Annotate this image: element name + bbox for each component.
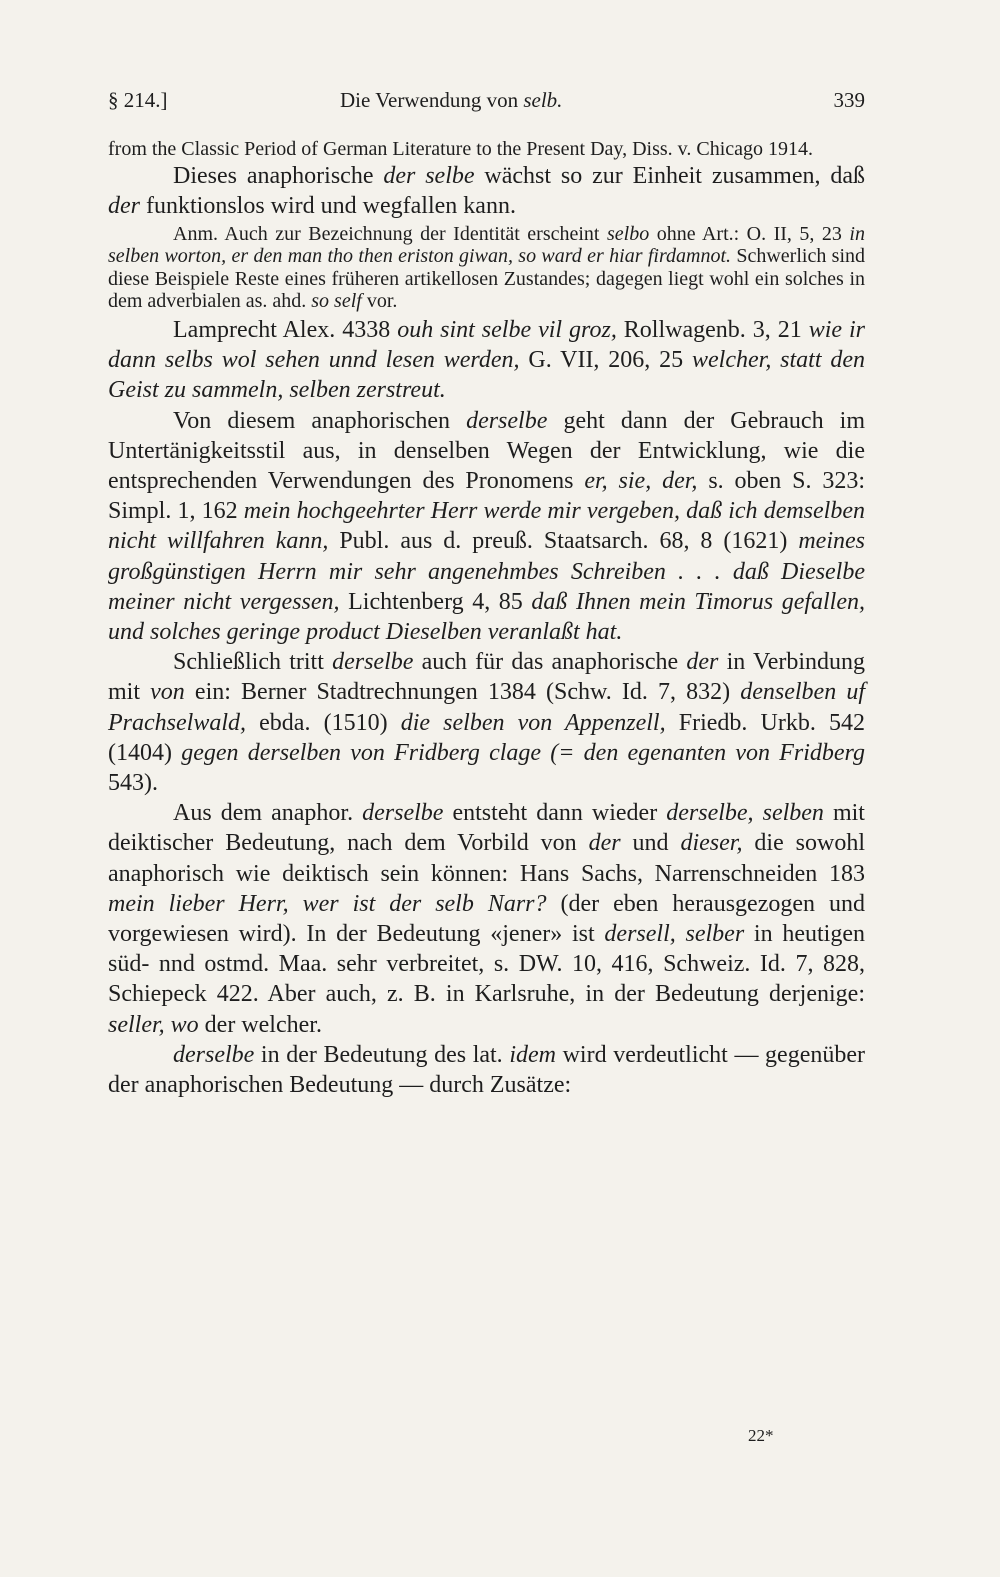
roman-text: funktionslos wird und wegfallen kann. xyxy=(140,192,516,219)
page-number: 339 xyxy=(833,88,865,112)
roman-text: auch für das anaphorische xyxy=(413,649,687,676)
italic-text: derselbe xyxy=(332,649,414,676)
roman-text: entsteht dann wieder xyxy=(443,800,667,827)
italic-text: seller, wo xyxy=(108,1011,199,1038)
italic-text: der selbe xyxy=(383,162,475,189)
roman-text: wird verdeutlicht — gegenüber der anaphorischen Bedeutung — durch Zusätze: xyxy=(108,1041,866,1098)
signature-mark: 22* xyxy=(748,1426,774,1445)
section-number: § 214.] xyxy=(108,88,168,112)
italic-text: ouh sint selbe vil groz, xyxy=(397,316,617,343)
italic-text: so self xyxy=(311,290,362,313)
roman-text: mit deiktischer Bedeutung, nach dem Vorbild von xyxy=(108,800,865,857)
roman-text: 543). xyxy=(108,769,158,796)
italic-text: denselben uf Prachselwald, xyxy=(108,679,865,736)
italic-text: er, sie, der, xyxy=(584,467,698,494)
paragraph xyxy=(108,647,865,798)
roman-text: Dieses anaphorische xyxy=(173,162,384,189)
roman-text: Aus dem anaphor. xyxy=(173,800,363,827)
roman-text: Anm. Auch zur Bezeichnung der Identität erscheint xyxy=(173,222,607,245)
paragraph xyxy=(108,315,865,406)
italic-text: daß Ihnen mein Timorus gefallen, und solches geringe product Dieselben veranlaßt hat. xyxy=(108,588,866,645)
roman-text: und xyxy=(620,830,681,857)
italic-text: dersell, selber xyxy=(604,920,745,947)
roman-text: ohne Art.: O. II, 5, 23 xyxy=(649,222,850,245)
running-title xyxy=(340,88,562,113)
italic-text: mein lieber Herr, wer ist der selb Narr? xyxy=(108,890,547,917)
italic-text: derselbe, selben xyxy=(666,800,824,827)
running-title-word: selb. xyxy=(523,88,563,112)
roman-text: (der eben herausgezogen und vorgewiesen wird). In der Bedeutung «jener» ist xyxy=(108,890,865,947)
italic-text: mein hochgeehrter Herr werde mir vergeben, daß ich demselben nicht willfahren kann, xyxy=(108,498,865,555)
roman-text: ein: Berner Stadtrechnungen 1384 (Schw. Id. 7, 832) xyxy=(184,679,741,706)
italic-text: wie ir dann selbs wol sehen unnd lesen werden, xyxy=(108,316,865,374)
roman-text: Schließlich tritt xyxy=(173,649,333,676)
italic-text: derselbe xyxy=(466,407,548,434)
roman-text: Rollwagenb. 3, 21 xyxy=(616,316,809,343)
italic-text: der xyxy=(686,649,719,676)
paragraph xyxy=(108,406,865,648)
roman-text: Friedb. Urkb. 542 (1404) xyxy=(108,709,866,766)
paragraph xyxy=(108,798,865,1040)
roman-text: Lichtenberg 4, 85 xyxy=(339,588,532,615)
roman-text: in der Bedeutung des lat. xyxy=(254,1041,510,1068)
roman-text: Von diesem anaphorischen xyxy=(173,407,467,434)
roman-text: s. oben S. 323: Simpl. 1, 162 xyxy=(108,467,865,525)
italic-text: von xyxy=(150,679,185,706)
roman-text: vor. xyxy=(361,290,398,313)
roman-text: wächst so zur Einheit zusammen, daß xyxy=(474,162,866,189)
roman-text: G. VII, 206, 25 xyxy=(519,347,692,374)
roman-text: Lamprecht Alex. 4338 xyxy=(173,316,398,343)
running-header xyxy=(108,88,865,116)
roman-text: Publ. aus d. preuß. Staatsarch. 68, 8 (1621) xyxy=(328,528,799,555)
roman-text: geht dann der Gebrauch im Untertänigkeitsstil aus, in denselben Wegen der Entwicklung, wie die entsprechenden Verwendungen des Pronomens xyxy=(108,407,865,494)
roman-text: Schwerlich sind diese Beispiele Reste eines früheren artikellosen Zustandes; dagegen liegt wohl ein solches in dem adverbialen as. ahd. xyxy=(108,245,866,313)
italic-text: idem xyxy=(509,1041,556,1068)
paragraph xyxy=(108,161,865,221)
italic-text: der xyxy=(108,192,140,219)
roman-text: in Verbindung mit xyxy=(108,649,866,706)
paragraph xyxy=(108,138,865,161)
paragraph xyxy=(108,1040,865,1100)
roman-text: die sowohl anaphorisch wie deiktisch sein können: Hans Sachs, Narrenschneiden 183 xyxy=(108,830,865,887)
italic-text: selbo xyxy=(606,222,650,245)
italic-text: welcher, statt den Geist zu sammeln, selben zerstreut. xyxy=(108,347,866,404)
italic-text: in selben worton, er den man tho then eriston giwan, so ward er hiar firdamnot. xyxy=(108,222,865,268)
italic-text: derselbe xyxy=(173,1041,255,1068)
italic-text: gegen derselben von Fridberg clage (= den egenanten von Fridberg xyxy=(181,739,866,766)
italic-text: meines großgünstigen Herrn mir sehr angenehmbes Schreiben . . . daß Dieselbe meiner nicht vergessen, xyxy=(108,528,865,615)
italic-text: der xyxy=(588,830,621,857)
roman-text: ebda. (1510) xyxy=(246,709,401,736)
italic-text: die selben von Appenzell, xyxy=(400,709,666,736)
text-body xyxy=(108,138,865,1100)
roman-text: der welcher. xyxy=(198,1011,322,1038)
roman-text: from the Classic Period of German Literature to the Present Day, Diss. v. Chicago 1914. xyxy=(108,138,814,160)
running-title-prefix: Die Verwendung von xyxy=(340,88,519,112)
paragraph xyxy=(108,223,865,313)
roman-text: in heutigen süd- nnd ostmd. Maa. sehr verbreitet, s. DW. 10, 416, Schweiz. Id. 7, 828, Schiepeck 422. Aber auch, z. B. in Karlsruhe, in der Bedeutung derjenige: xyxy=(108,920,865,1008)
italic-text: derselbe xyxy=(362,800,444,827)
italic-text: dieser, xyxy=(680,830,743,857)
